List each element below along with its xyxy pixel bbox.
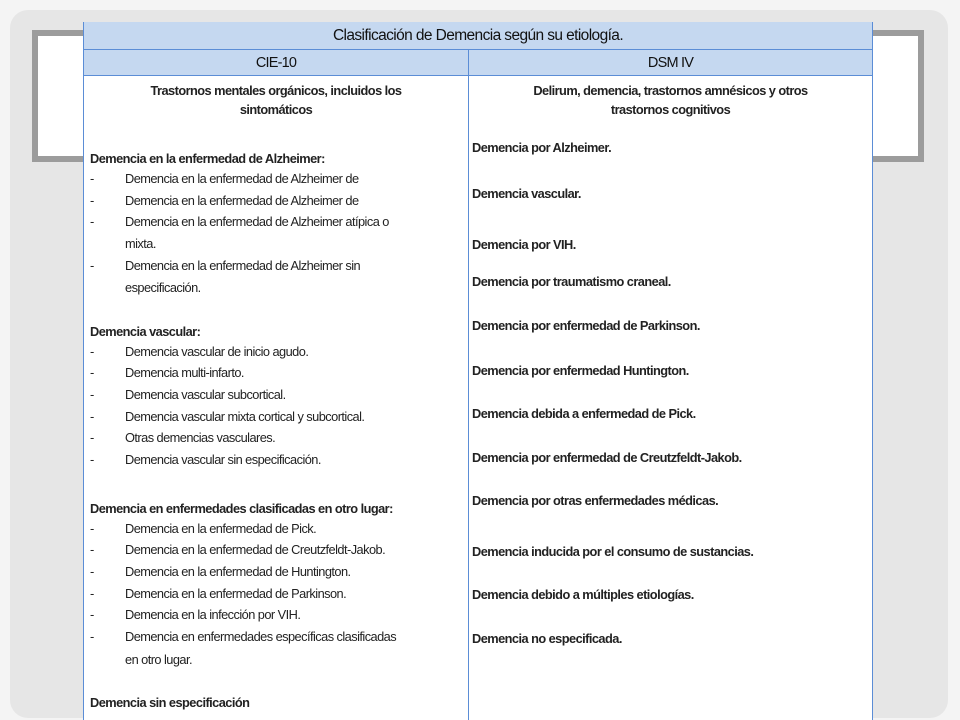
cie10-subtitle-line: Trastornos mentales orgánicos, incluidos los [150, 83, 402, 98]
header-row [84, 50, 872, 76]
list-item: especificación. [125, 280, 201, 295]
bullet-dash: - [90, 214, 95, 229]
bullet-dash: - [90, 452, 95, 467]
dsm4-item: Demencia por otras enfermedades médicas. [472, 493, 719, 508]
section-heading: Demencia en enfermedades clasificadas en otro lugar: [90, 501, 393, 516]
section-heading: Demencia en la enfermedad de Alzheimer: [90, 151, 325, 166]
bullet-dash: - [90, 430, 95, 445]
bullet-dash: - [90, 344, 95, 359]
dsm4-item: Demencia por enfermedad de Creutzfeldt-Jakob. [472, 450, 742, 465]
table-title: Clasificación de Demencia según su etiología. [84, 22, 872, 50]
bullet-dash: - [90, 607, 95, 622]
list-item: Demencia vascular de inicio agudo. [125, 344, 309, 359]
bullet-dash: - [90, 409, 95, 424]
cie10-column [84, 76, 469, 720]
list-item: Demencia en la enfermedad de Alzheimer de [125, 171, 359, 186]
body-row [84, 76, 872, 720]
dsm4-item: Demencia vascular. [472, 186, 581, 201]
classification-table [83, 22, 873, 720]
dsm4-column [469, 76, 872, 720]
list-item: Otras demencias vasculares. [125, 430, 276, 445]
list-item: Demencia multi-infarto. [125, 365, 244, 380]
list-item: Demencia vascular mixta cortical y subcortical. [125, 409, 365, 424]
bullet-dash: - [90, 629, 95, 644]
list-item: Demencia en la enfermedad de Alzheimer de [125, 193, 359, 208]
bullet-dash: - [90, 387, 95, 402]
cie10-subtitle-line: sintomáticos [239, 102, 313, 117]
list-item: Demencia en la enfermedad de Alzheimer sin [125, 258, 361, 273]
header-dsm4: DSM IV [647, 54, 694, 71]
list-item: Demencia en la infección por VIH. [125, 607, 301, 622]
dsm4-subtitle-line: Delirum, demencia, trastornos amnésicos y otros [533, 83, 808, 98]
list-item: Demencia vascular sin especificación. [125, 452, 321, 467]
list-item: Demencia vascular subcortical. [125, 387, 286, 402]
list-item: Demencia en la enfermedad de Parkinson. [125, 586, 347, 601]
dsm4-subtitle-line: trastornos cognitivos [610, 102, 731, 117]
section-heading: Demencia vascular: [90, 324, 201, 339]
list-item: Demencia en la enfermedad de Alzheimer atípica o [125, 214, 389, 229]
bullet-dash: - [90, 171, 95, 186]
list-item: Demencia en la enfermedad de Pick. [125, 521, 317, 536]
dsm4-item: Demencia por Alzheimer. [472, 140, 612, 155]
dsm4-item: Demencia por enfermedad de Parkinson. [472, 318, 700, 333]
list-item: mixta. [125, 236, 156, 251]
list-item: Demencia en la enfermedad de Creutzfeldt-Jakob. [125, 542, 386, 557]
dsm4-item: Demencia debida a enfermedad de Pick. [472, 406, 696, 421]
bullet-dash: - [90, 542, 95, 557]
list-item: Demencia en enfermedades específicas clasificadas [125, 629, 397, 644]
dsm4-item: Demencia debido a múltiples etiologías. [472, 587, 694, 602]
dsm4-item: Demencia inducida por el consumo de sustancias. [472, 544, 754, 559]
section-heading: Demencia sin especificación [90, 695, 250, 710]
bullet-dash: - [90, 193, 95, 208]
bullet-dash: - [90, 365, 95, 380]
list-item: en otro lugar. [125, 652, 193, 667]
dsm4-item: Demencia por enfermedad Huntington. [472, 363, 689, 378]
bullet-dash: - [90, 586, 95, 601]
bullet-dash: - [90, 521, 95, 536]
dsm4-item: Demencia por VIH. [472, 237, 576, 252]
bullet-dash: - [90, 564, 95, 579]
dsm4-item: Demencia por traumatismo craneal. [472, 274, 671, 289]
dsm4-item: Demencia no especificada. [472, 631, 622, 646]
list-item: Demencia en la enfermedad de Huntington. [125, 564, 351, 579]
header-cie10: CIE-10 [84, 50, 469, 75]
bullet-dash: - [90, 258, 95, 273]
